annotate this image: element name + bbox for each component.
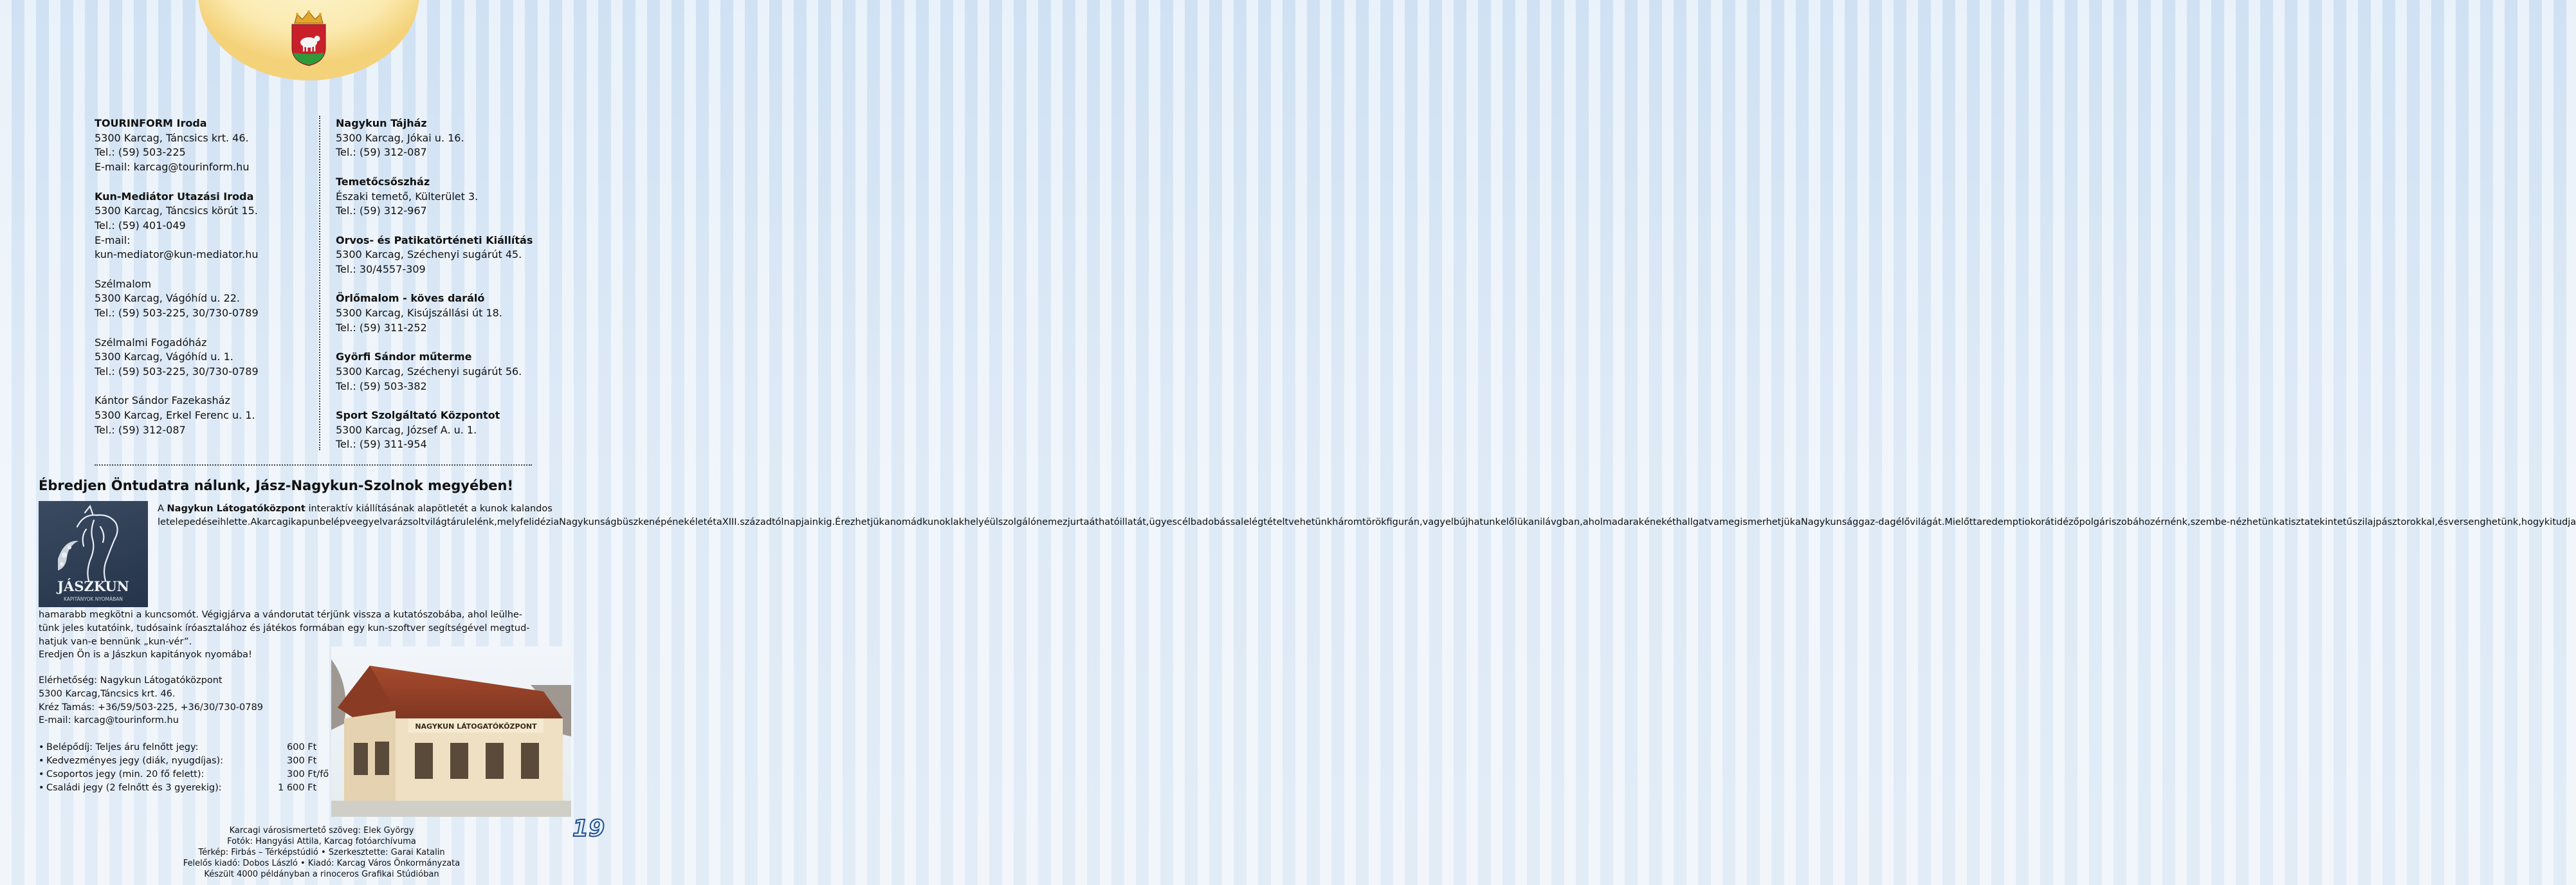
credit-line: Térkép: Firbás – Térképstúdió • Szerkesztette: Garai Katalin (198, 848, 445, 857)
contact-list-right (336, 116, 567, 452)
word: népének (649, 516, 690, 527)
venue-detail: kun-mediator@kun-mediator.hu (95, 248, 259, 261)
venue-name: Szélmalmi Fogadóház (95, 336, 207, 349)
spacer (336, 394, 567, 408)
credit-line: Karcagi városismertető szöveg: Elek György (229, 826, 414, 835)
word: átható (1089, 516, 1120, 527)
venue-detail: Tel.: (59) 503-382 (336, 379, 427, 392)
horse-rider-emblem (39, 501, 148, 607)
word: századtól (740, 516, 784, 527)
word: vagy (1422, 516, 1445, 527)
word: büszke (616, 516, 649, 527)
word: Nagykunság (1800, 516, 1859, 527)
venue-detail: 5300 Karcag, Táncsics körút 15. (95, 205, 258, 217)
word: a (1795, 516, 1801, 527)
word: üka (1517, 516, 1534, 527)
word: pásztorokkal, (2375, 516, 2438, 527)
article-text-top (158, 502, 2576, 529)
venue-detail: 5300 Karcag, Táncsics krt. 46. (95, 131, 249, 144)
bullet-icon: • (39, 769, 44, 780)
word: ügyescélbadobással (1149, 516, 1244, 527)
venue-name: Örlőmalom - köves daráló (336, 292, 485, 305)
word: tiszta (2285, 516, 2310, 527)
venue-detail: Tel.: (59) 311-252 (336, 321, 427, 334)
article-top-lines (158, 516, 2576, 529)
word: madarak (1602, 516, 1645, 527)
word: tárul (446, 516, 469, 527)
word: török (1362, 516, 1387, 527)
article-line: hamarabb megkötni a kuncsomót. Végigjárva a vándorutat térjünk vissza a kutatószobába, ahol leülhe- (39, 610, 523, 620)
word: jurta (1067, 516, 1090, 527)
contact-line: 5300 Karcag,Táncsics krt. 46. (39, 688, 176, 699)
word: szobához (2111, 516, 2155, 527)
word: szolgáló (998, 516, 1036, 527)
word: nemez (1036, 516, 1068, 527)
contact-line: Elérhetőség: Nagykun Látogatóközpont (39, 675, 223, 686)
word: elbújhatunk (1445, 516, 1501, 527)
venue-detail: 5300 Karcag, Vágóhíd u. 22. (95, 292, 241, 305)
venue-detail: Tel.: (59) 503-225 (95, 146, 186, 159)
word: a (1977, 516, 1982, 527)
word: lakhelyéül (950, 516, 998, 527)
venue-detail: 5300 Karcag, Széchenyi sugárút 45. (336, 248, 522, 261)
word: gaz-dag (1858, 516, 1896, 527)
word: kunok (922, 516, 951, 527)
article-line: Eredjen Ön is a Jászkun kapitányok nyomába! (39, 650, 252, 661)
word: Nagykunság (559, 516, 617, 527)
word: egy (356, 516, 374, 527)
page-number: 19 (572, 816, 605, 842)
venue-detail: Tel.: (59) 312-087 (336, 146, 427, 159)
word: idéző (2054, 516, 2079, 527)
word: életét (689, 516, 717, 527)
word: elvarázsolt (374, 516, 425, 527)
vertical-divider (319, 116, 320, 450)
contact-list-left (95, 116, 313, 437)
word: XIII. (722, 516, 740, 527)
word: elől (1500, 516, 1517, 527)
word: nomád (890, 516, 923, 527)
word: ihlette. (217, 516, 251, 527)
venue-detail: Tel.: (59) 503-225, 30/730-0789 (95, 365, 259, 378)
ticket-price: 300 Ft/fő (287, 769, 329, 780)
bullet-icon: • (39, 783, 44, 793)
word: vehetünk (1288, 516, 1333, 527)
logo-subtitle: KAPITÁNYOK NYOMÁBAN (64, 596, 123, 602)
word: illatát, (1119, 516, 1149, 527)
venue-name: TOURINFORM Iroda (95, 117, 207, 129)
word: szembe-nézhetünk (2190, 516, 2279, 527)
spacer (336, 336, 567, 351)
word: tekintetű (2310, 516, 2353, 527)
word: elégtételt (1243, 516, 1289, 527)
contact-line: E-mail: karcag@tourinform.hu (39, 715, 179, 726)
ticket-price: 1 600 Ft (278, 783, 317, 793)
word: kapun (291, 516, 320, 527)
venue-name: Nagykun Tájház (336, 117, 427, 129)
venue-name: Szélmalom (95, 277, 152, 290)
venue-name: Orvos- és Patikatörténeti Kiállítás (336, 233, 533, 246)
word: tudja (2552, 516, 2576, 527)
venue-name: Sport Szolgáltató Központot (336, 408, 500, 421)
word: versenghetünk, (2448, 516, 2521, 527)
article-line: hatjuk van-e bennünk „kun-vér”. (39, 636, 192, 647)
venue-detail: 5300 Karcag, Erkel Ferenc u. 1. (95, 409, 255, 421)
spacer (95, 175, 313, 190)
credit-line: Felelős kiadó: Dobos László • Kiadó: Karcag Város Önkormányzata (183, 859, 461, 868)
karcag-coat-of-arms (288, 9, 329, 67)
word: hogy (2521, 516, 2544, 527)
word: a (553, 516, 560, 527)
word: a (716, 516, 722, 527)
venue-detail: 5300 Karcag, Vágóhíd u. 1. (95, 351, 233, 363)
ticket-price: 600 Ft (287, 742, 317, 753)
word: a (2279, 516, 2285, 527)
venue-detail: E-mail: karcag@tourinform.hu (95, 161, 250, 174)
visitor-center-contact (39, 674, 263, 727)
venue-name: Györfi Sándor műterme (336, 351, 472, 363)
article-intro: A Nagykun Látogatóközpont interaktív kiállításának alapötletét a kunok kalandos (158, 504, 553, 514)
word: napjainkig.Érezhetjük (783, 516, 884, 527)
spacer (95, 262, 313, 277)
word: a (884, 516, 890, 527)
word: A (250, 516, 257, 527)
venue-detail: 5300 Karcag, Kisújszállási út 18. (336, 307, 502, 320)
spacer (95, 321, 313, 336)
word: ki (2544, 516, 2553, 527)
headline: Ébredjen Öntudatra nálunk, Jász-Nagykun-Szolnok megyében! (39, 478, 514, 493)
word: letelepedése (158, 516, 218, 527)
word: világ (425, 516, 447, 527)
word: korát (2030, 516, 2054, 527)
venue-detail: Tel.: (59) 312-087 (95, 423, 186, 436)
ticket-price: 300 Ft (287, 756, 317, 766)
contact-line: Kréz Tamás: +36/59/503-225, +36/30/730-0789 (39, 702, 263, 713)
venue-detail: 5300 Karcag, Jókai u. 16. (336, 131, 464, 144)
credits (161, 825, 482, 880)
credit-line: Készült 4000 példányban a rinoceros Grafikai Stúdióban (204, 870, 439, 879)
venue-detail: Tel.: (59) 311-954 (336, 438, 427, 451)
venue-name: Kántor Sándor Fazekasház (95, 394, 230, 407)
jaszkun-logo (39, 501, 148, 607)
venue-detail: Tel.: (59) 503-225, 30/730-0789 (95, 307, 259, 320)
venue-detail: Tel.: (59) 401-049 (95, 219, 186, 232)
venue-detail: E-mail: (95, 233, 131, 246)
word: élővilágát. (1895, 516, 1945, 527)
venue-name: Kun-Mediátor Utazási Iroda (95, 190, 254, 203)
venue-detail: 5300 Karcag, Széchenyi sugárút 56. (336, 365, 522, 378)
word: polgári (2079, 516, 2112, 527)
word: nilávgban, (1533, 516, 1583, 527)
venue-detail: 5300 Karcag, József A. u. 1. (336, 423, 477, 436)
word: ahol (1582, 516, 1603, 527)
credit-line: Fotók: Hangyási Attila, Karcag fotóarchívuma (227, 837, 416, 846)
ticket-label: Csoportos jegy (min. 20 fő felett): (46, 769, 205, 780)
spacer (95, 379, 313, 394)
word: énekét (1644, 516, 1676, 527)
spacer (336, 219, 567, 233)
word: felidézi (520, 516, 554, 527)
logo-title: JÁSZKUN (57, 578, 129, 594)
ticket-label: Családi jegy (2 felnőtt és 3 gyerekig): (46, 783, 222, 793)
word: megismerhetjük (1719, 516, 1795, 527)
bullet-icon: • (39, 742, 44, 753)
word: Mielőtt (1944, 516, 1977, 527)
ticket-label: Belépődíj: Teljes áru felnőtt jegy: (46, 742, 199, 753)
article-line: tünk jeles kutatóink, tudósaink íróasztalához és játékos formában egy kun-szoftver segítségével megtud- (39, 623, 530, 634)
venue-detail: Északi temető, Külterület 3. (336, 190, 479, 203)
bullet-icon: • (39, 756, 44, 766)
word: elénk,mely (468, 516, 520, 527)
article-intro-bold: Nagykun Látogatóközpont (167, 504, 306, 514)
word: redemptio (1982, 516, 2031, 527)
spacer (336, 277, 567, 292)
word: és (2437, 516, 2449, 527)
word: szilaj (2352, 516, 2376, 527)
word: hallgatva (1676, 516, 1719, 527)
ticket-label: Kedvezményes jegy (diák, nyugdíjas): (46, 756, 224, 766)
venue-detail: Tel.: (59) 312-967 (336, 205, 427, 217)
word: érnénk, (2155, 516, 2191, 527)
spacer (336, 160, 567, 175)
word: belépve (319, 516, 357, 527)
building-photo (331, 646, 571, 817)
venue-name: Temetőcsőszház (336, 175, 430, 188)
horizontal-divider (95, 464, 532, 466)
word: három (1332, 516, 1363, 527)
building-sign: NAGYKUN LÁTOGATÓKÖZPONT (415, 722, 537, 731)
word: figurán, (1386, 516, 1423, 527)
word: karcagi (257, 516, 291, 527)
venue-detail: Tel.: 30/4557-309 (336, 263, 426, 275)
